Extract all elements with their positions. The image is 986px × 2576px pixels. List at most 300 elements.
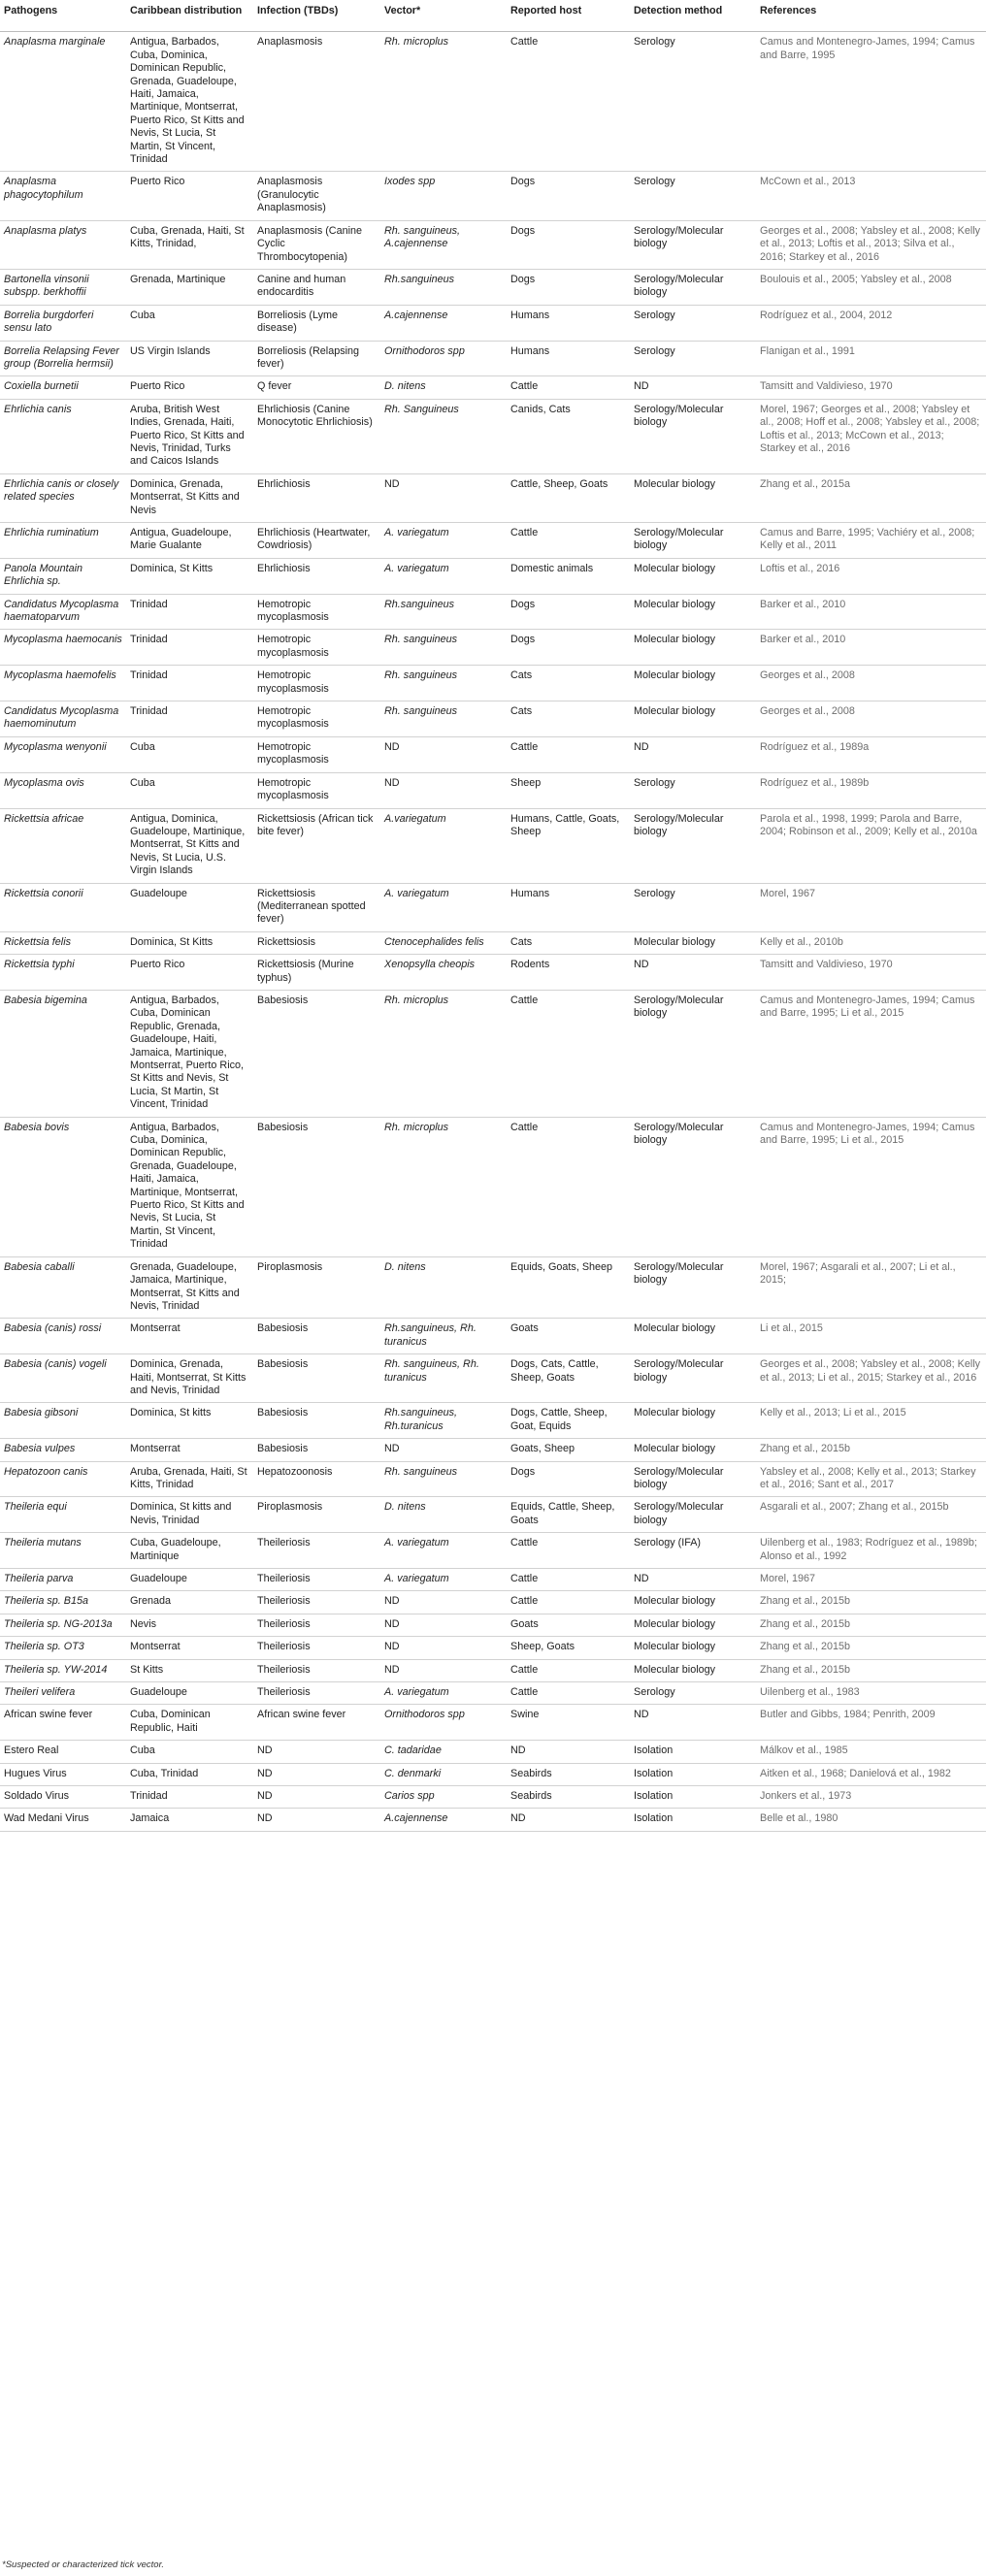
infection-cell: Ehrlichiosis (253, 558, 380, 594)
vector-cell: ND (380, 772, 507, 808)
infection-cell: Piroplasmosis (253, 1256, 380, 1319)
table-row (0, 32, 986, 172)
infection-cell: Hemotropic mycoplasmosis (253, 772, 380, 808)
host-cell: Dogs (507, 594, 630, 630)
detection-cell: Serology/Molecular biology (630, 1256, 756, 1319)
detection-cell: Isolation (630, 1809, 756, 1831)
vector-cell: Rh. sanguineus (380, 630, 507, 666)
detection-cell: Serology/Molecular biology (630, 220, 756, 269)
host-cell: Cattle (507, 1682, 630, 1705)
distribution-cell: Guadeloupe (126, 1682, 253, 1705)
distribution-cell: Antigua, Barbados, Cuba, Dominica, Dominican Republic, Grenada, Guadeloupe, Haiti, Jamaica, Martinique, Montserrat, Puerto Rico, St Kitts and Nevis, St Lucia, St Martin, St Vincent, Trinidad (126, 32, 253, 172)
vector-cell: ND (380, 1637, 507, 1659)
vector-cell: C. tadaridae (380, 1741, 507, 1763)
table-header (0, 0, 986, 32)
distribution-cell: Grenada, Guadeloupe, Jamaica, Martinique, Montserrat, St Kitts and Nevis, Trinidad (126, 1256, 253, 1319)
references-cell: Belle et al., 1980 (756, 1809, 986, 1831)
host-cell: Goats (507, 1614, 630, 1636)
detection-cell: Serology/Molecular biology (630, 399, 756, 473)
host-cell: Sheep (507, 772, 630, 808)
distribution-cell: Grenada, Martinique (126, 269, 253, 305)
detection-cell: Molecular biology (630, 473, 756, 522)
references-cell: Málkov et al., 1985 (756, 1741, 986, 1763)
host-cell: Cattle (507, 1659, 630, 1681)
host-cell: Equids, Goats, Sheep (507, 1256, 630, 1319)
distribution-cell: Dominica, St Kitts (126, 558, 253, 594)
table-row (0, 1705, 986, 1741)
table-row (0, 1763, 986, 1785)
references-cell: Jonkers et al., 1973 (756, 1786, 986, 1809)
pathogen-cell: Soldado Virus (0, 1786, 126, 1809)
pathogen-cell: Panola Mountain Ehrlichia sp. (0, 558, 126, 594)
references-cell: Zhang et al., 2015b (756, 1591, 986, 1614)
host-cell: Cats (507, 701, 630, 737)
infection-cell: Ehrlichiosis (Canine Monocytotic Ehrlichiosis) (253, 399, 380, 473)
header-references: References (756, 0, 986, 32)
table-row (0, 594, 986, 630)
infection-cell: Hemotropic mycoplasmosis (253, 594, 380, 630)
host-cell: Sheep, Goats (507, 1637, 630, 1659)
references-cell: Georges et al., 2008; Yabsley et al., 2008; Kelly et al., 2013; Loftis et al., 2013; Silva et al., 2016; Starkey et al., 2016 (756, 220, 986, 269)
pathogen-cell: Mycoplasma wenyonii (0, 736, 126, 772)
infection-cell: ND (253, 1763, 380, 1785)
vector-cell: A. variegatum (380, 523, 507, 559)
references-cell: Barker et al., 2010 (756, 594, 986, 630)
host-cell: Humans (507, 305, 630, 341)
infection-cell: Anaplasmosis (Canine Cyclic Thrombocytopenia) (253, 220, 380, 269)
references-cell: Morel, 1967 (756, 1569, 986, 1591)
distribution-cell: Antigua, Dominica, Guadeloupe, Martinique, Montserrat, St Kitts and Nevis, St Lucia, U.S. Virgin Islands (126, 808, 253, 883)
pathogen-cell: Theileria parva (0, 1569, 126, 1591)
header-row (0, 0, 986, 32)
header-distribution: Caribbean distribution (126, 0, 253, 32)
detection-cell: Serology/Molecular biology (630, 1497, 756, 1533)
references-cell: Rodríguez et al., 2004, 2012 (756, 305, 986, 341)
host-cell: Humans (507, 883, 630, 931)
references-cell: Flanigan et al., 1991 (756, 341, 986, 376)
vector-cell: Rh.sanguineus, Rh. turanicus (380, 1319, 507, 1354)
distribution-cell: US Virgin Islands (126, 341, 253, 376)
host-cell: Domestic animals (507, 558, 630, 594)
references-cell: Butler and Gibbs, 1984; Penrith, 2009 (756, 1705, 986, 1741)
distribution-cell: Puerto Rico (126, 172, 253, 220)
infection-cell: African swine fever (253, 1705, 380, 1741)
detection-cell: Isolation (630, 1786, 756, 1809)
infection-cell: Rickettsiosis (Murine typhus) (253, 955, 380, 991)
references-cell: Camus and Montenegro-James, 1994; Camus and Barre, 1995 (756, 32, 986, 172)
pathogen-cell: Rickettsia felis (0, 931, 126, 954)
table-row (0, 883, 986, 931)
vector-cell: Ixodes spp (380, 172, 507, 220)
distribution-cell: Cuba (126, 1741, 253, 1763)
pathogen-cell: Ehrlichia ruminatium (0, 523, 126, 559)
pathogen-cell: Babesia caballi (0, 1256, 126, 1319)
table-row (0, 1354, 986, 1403)
references-cell: Zhang et al., 2015b (756, 1614, 986, 1636)
vector-cell: C. denmarki (380, 1763, 507, 1785)
host-cell: Cattle (507, 736, 630, 772)
table-row (0, 772, 986, 808)
host-cell: Canids, Cats (507, 399, 630, 473)
pathogen-cell: Anaplasma phagocytophilum (0, 172, 126, 220)
pathogen-cell: Babesia (canis) rossi (0, 1319, 126, 1354)
vector-cell: Rh. Sanguineus (380, 399, 507, 473)
infection-cell: Babesiosis (253, 1319, 380, 1354)
pathogen-cell: Anaplasma platys (0, 220, 126, 269)
host-cell: Goats (507, 1319, 630, 1354)
vector-cell: Rh.sanguineus (380, 594, 507, 630)
pathogen-cell: Candidatus Mycoplasma haematoparvum (0, 594, 126, 630)
vector-cell: Rh. sanguineus (380, 666, 507, 701)
detection-cell: Serology (630, 772, 756, 808)
distribution-cell: St Kitts (126, 1659, 253, 1681)
header-detection: Detection method (630, 0, 756, 32)
pathogen-cell: Rickettsia typhi (0, 955, 126, 991)
infection-cell: ND (253, 1741, 380, 1763)
table-row (0, 376, 986, 399)
references-cell: Camus and Barre, 1995; Vachiéry et al., 2008; Kelly et al., 2011 (756, 523, 986, 559)
infection-cell: Q fever (253, 376, 380, 399)
distribution-cell: Antigua, Guadeloupe, Marie Gualante (126, 523, 253, 559)
vector-cell: A. variegatum (380, 883, 507, 931)
distribution-cell: Cuba (126, 736, 253, 772)
vector-cell: Ornithodoros spp (380, 341, 507, 376)
table-row (0, 1533, 986, 1569)
pathogen-cell: Mycoplasma haemocanis (0, 630, 126, 666)
vector-cell: D. nitens (380, 376, 507, 399)
vector-cell: Rh. sanguineus, A.cajennense (380, 220, 507, 269)
distribution-cell: Dominica, Grenada, Haiti, Montserrat, St Kitts and Nevis, Trinidad (126, 1354, 253, 1403)
infection-cell: Theileriosis (253, 1637, 380, 1659)
detection-cell: ND (630, 376, 756, 399)
host-cell: Dogs, Cattle, Sheep, Goat, Equids (507, 1403, 630, 1439)
host-cell: Cattle (507, 1533, 630, 1569)
pathogen-cell: Theileria mutans (0, 1533, 126, 1569)
host-cell: Humans (507, 341, 630, 376)
table-row (0, 172, 986, 220)
detection-cell: Serology/Molecular biology (630, 269, 756, 305)
detection-cell: Serology (630, 32, 756, 172)
detection-cell: Serology/Molecular biology (630, 990, 756, 1117)
host-cell: Swine (507, 1705, 630, 1741)
infection-cell: Borreliosis (Lyme disease) (253, 305, 380, 341)
table-row (0, 1682, 986, 1705)
table-body (0, 32, 986, 1831)
table-row (0, 1439, 986, 1461)
infection-cell: Hemotropic mycoplasmosis (253, 630, 380, 666)
references-cell: Kelly et al., 2013; Li et al., 2015 (756, 1403, 986, 1439)
detection-cell: Molecular biology (630, 1591, 756, 1614)
pathogen-cell: Babesia (canis) vogeli (0, 1354, 126, 1403)
host-cell: Humans, Cattle, Goats, Sheep (507, 808, 630, 883)
detection-cell: Molecular biology (630, 666, 756, 701)
infection-cell: Ehrlichiosis (Heartwater, Cowdriosis) (253, 523, 380, 559)
pathogen-cell: Hugues Virus (0, 1763, 126, 1785)
detection-cell: Serology (630, 1682, 756, 1705)
header-vector: Vector* (380, 0, 507, 32)
vector-cell: Rh. microplus (380, 32, 507, 172)
table-row (0, 666, 986, 701)
table-row (0, 1117, 986, 1256)
detection-cell: Serology (630, 305, 756, 341)
infection-cell: Theileriosis (253, 1569, 380, 1591)
table-row (0, 1591, 986, 1614)
infection-cell: ND (253, 1786, 380, 1809)
pathogen-cell: Estero Real (0, 1741, 126, 1763)
vector-cell: Rh. sanguineus (380, 701, 507, 737)
distribution-cell: Puerto Rico (126, 376, 253, 399)
table-row (0, 523, 986, 559)
distribution-cell: Cuba, Trinidad (126, 1763, 253, 1785)
vector-cell: A.cajennense (380, 305, 507, 341)
references-cell: Georges et al., 2008; Yabsley et al., 2008; Kelly et al., 2013; Li et al., 2015; Starkey et al., 2016 (756, 1354, 986, 1403)
infection-cell: Canine and human endocarditis (253, 269, 380, 305)
table-row (0, 931, 986, 954)
distribution-cell: Dominica, Grenada, Montserrat, St Kitts and Nevis (126, 473, 253, 522)
detection-cell: Serology/Molecular biology (630, 808, 756, 883)
table-row (0, 1569, 986, 1591)
detection-cell: Molecular biology (630, 1614, 756, 1636)
table-row (0, 736, 986, 772)
references-cell: Camus and Montenegro-James, 1994; Camus and Barre, 1995; Li et al., 2015 (756, 990, 986, 1117)
host-cell: Cattle, Sheep, Goats (507, 473, 630, 522)
references-cell: Tamsitt and Valdivieso, 1970 (756, 955, 986, 991)
host-cell: Dogs, Cats, Cattle, Sheep, Goats (507, 1354, 630, 1403)
infection-cell: Babesiosis (253, 1117, 380, 1256)
pathogen-cell: Coxiella burnetii (0, 376, 126, 399)
references-cell: Zhang et al., 2015b (756, 1637, 986, 1659)
infection-cell: Ehrlichiosis (253, 473, 380, 522)
pathogen-cell: African swine fever (0, 1705, 126, 1741)
detection-cell: ND (630, 1705, 756, 1741)
host-cell: Seabirds (507, 1786, 630, 1809)
references-cell: Boulouis et al., 2005; Yabsley et al., 2008 (756, 269, 986, 305)
host-cell: Equids, Cattle, Sheep, Goats (507, 1497, 630, 1533)
vector-cell: Rh. microplus (380, 990, 507, 1117)
detection-cell: Serology/Molecular biology (630, 1461, 756, 1497)
references-cell: Rodríguez et al., 1989a (756, 736, 986, 772)
references-cell: Uilenberg et al., 1983; Rodríguez et al., 1989b; Alonso et al., 1992 (756, 1533, 986, 1569)
host-cell: Goats, Sheep (507, 1439, 630, 1461)
table-row (0, 1741, 986, 1763)
table-row (0, 990, 986, 1117)
host-cell: Cattle (507, 1569, 630, 1591)
pathogen-cell: Mycoplasma haemofelis (0, 666, 126, 701)
table-row (0, 1461, 986, 1497)
infection-cell: Theileriosis (253, 1533, 380, 1569)
vector-cell: A. variegatum (380, 558, 507, 594)
table-row (0, 220, 986, 269)
vector-cell: ND (380, 736, 507, 772)
references-cell: McCown et al., 2013 (756, 172, 986, 220)
table-row (0, 1497, 986, 1533)
infection-cell: Hemotropic mycoplasmosis (253, 701, 380, 737)
vector-cell: A. variegatum (380, 1682, 507, 1705)
infection-cell: Piroplasmosis (253, 1497, 380, 1533)
detection-cell: Molecular biology (630, 630, 756, 666)
distribution-cell: Antigua, Barbados, Cuba, Dominica, Dominican Republic, Grenada, Guadeloupe, Haiti, Jamaica, Martinique, Montserrat, Puerto Rico, St Kitts and Nevis, St Lucia, St Martin, St Vincent, Trinidad (126, 1117, 253, 1256)
pathogen-cell: Theileria sp. OT3 (0, 1637, 126, 1659)
detection-cell: Molecular biology (630, 1439, 756, 1461)
references-cell: Morel, 1967; Georges et al., 2008; Yabsley et al., 2008; Hoff et al., 2008; Yabsley et al., 2008; Loftis et al., 2013; McCown et al., 2013; Starkey et al., 2016 (756, 399, 986, 473)
pathogen-cell: Anaplasma marginale (0, 32, 126, 172)
references-cell: Tamsitt and Valdivieso, 1970 (756, 376, 986, 399)
host-cell: Rodents (507, 955, 630, 991)
host-cell: Cattle (507, 990, 630, 1117)
vector-cell: ND (380, 1659, 507, 1681)
host-cell: Dogs (507, 172, 630, 220)
table-row (0, 808, 986, 883)
distribution-cell: Trinidad (126, 630, 253, 666)
pathogen-cell: Ehrlichia canis (0, 399, 126, 473)
pathogen-cell: Candidatus Mycoplasma haemominutum (0, 701, 126, 737)
references-cell: Yabsley et al., 2008; Kelly et al., 2013; Starkey et al., 2016; Sant et al., 2017 (756, 1461, 986, 1497)
vector-cell: Xenopsylla cheopis (380, 955, 507, 991)
references-cell: Asgarali et al., 2007; Zhang et al., 2015b (756, 1497, 986, 1533)
vector-cell: D. nitens (380, 1256, 507, 1319)
detection-cell: Molecular biology (630, 1659, 756, 1681)
distribution-cell: Nevis (126, 1614, 253, 1636)
table-row (0, 701, 986, 737)
infection-cell: Theileriosis (253, 1591, 380, 1614)
table-row (0, 1403, 986, 1439)
detection-cell: Serology (630, 341, 756, 376)
distribution-cell: Montserrat (126, 1439, 253, 1461)
references-cell: Barker et al., 2010 (756, 630, 986, 666)
infection-cell: Borreliosis (Relapsing fever) (253, 341, 380, 376)
detection-cell: Molecular biology (630, 701, 756, 737)
vector-cell: Rh. sanguineus (380, 1461, 507, 1497)
pathogen-cell: Ehrlichia canis or closely related species (0, 473, 126, 522)
distribution-cell: Trinidad (126, 666, 253, 701)
distribution-cell: Dominica, St Kitts (126, 931, 253, 954)
distribution-cell: Jamaica (126, 1809, 253, 1831)
pathogen-cell: Theileri velifera (0, 1682, 126, 1705)
infection-cell: Anaplasmosis (253, 32, 380, 172)
references-cell: Zhang et al., 2015a (756, 473, 986, 522)
pathogen-cell: Rickettsia conorii (0, 883, 126, 931)
distribution-cell: Cuba, Guadeloupe, Martinique (126, 1533, 253, 1569)
table-row (0, 630, 986, 666)
vector-cell: A.cajennense (380, 1809, 507, 1831)
infection-cell: Anaplasmosis (Granulocytic Anaplasmosis) (253, 172, 380, 220)
references-cell: Parola et al., 1998, 1999; Parola and Barre, 2004; Robinson et al., 2009; Kelly et al., 2010a (756, 808, 986, 883)
vector-cell: Rh.sanguineus (380, 269, 507, 305)
detection-cell: Serology (IFA) (630, 1533, 756, 1569)
table-row (0, 1319, 986, 1354)
vector-cell: Carios spp (380, 1786, 507, 1809)
table-row (0, 1256, 986, 1319)
references-cell: Georges et al., 2008 (756, 701, 986, 737)
distribution-cell: Antigua, Barbados, Cuba, Dominican Republic, Grenada, Guadeloupe, Haiti, Jamaica, Martinique, Montserrat, Puerto Rico, St Kitts and Nevis, St Lucia, St Martin, St Vincent, Trinidad (126, 990, 253, 1117)
table-row (0, 1614, 986, 1636)
references-cell: Zhang et al., 2015b (756, 1439, 986, 1461)
pathogen-cell: Babesia bigemina (0, 990, 126, 1117)
host-cell: Dogs (507, 220, 630, 269)
host-cell: Cattle (507, 1591, 630, 1614)
distribution-cell: Cuba, Grenada, Haiti, St Kitts, Trinidad, (126, 220, 253, 269)
distribution-cell: Trinidad (126, 701, 253, 737)
vector-cell: ND (380, 473, 507, 522)
infection-cell: Hemotropic mycoplasmosis (253, 736, 380, 772)
infection-cell: Rickettsiosis (African tick bite fever) (253, 808, 380, 883)
detection-cell: Serology (630, 883, 756, 931)
vector-cell: Rh.sanguineus, Rh.turanicus (380, 1403, 507, 1439)
vector-cell: Ctenocephalides felis (380, 931, 507, 954)
vector-cell: A.variegatum (380, 808, 507, 883)
pathogen-cell: Theileria sp. B15a (0, 1591, 126, 1614)
vector-cell: A. variegatum (380, 1569, 507, 1591)
references-cell: Rodríguez et al., 1989b (756, 772, 986, 808)
vector-cell: ND (380, 1591, 507, 1614)
infection-cell: ND (253, 1809, 380, 1831)
infection-cell: Hepatozoonosis (253, 1461, 380, 1497)
vector-cell: ND (380, 1439, 507, 1461)
infection-cell: Rickettsiosis (253, 931, 380, 954)
detection-cell: Serology/Molecular biology (630, 523, 756, 559)
table-row (0, 305, 986, 341)
references-cell: Uilenberg et al., 1983 (756, 1682, 986, 1705)
vector-cell: Ornithodoros spp (380, 1705, 507, 1741)
pathogen-cell: Theileria equi (0, 1497, 126, 1533)
detection-cell: Isolation (630, 1763, 756, 1785)
distribution-cell: Aruba, British West Indies, Grenada, Haiti, Puerto Rico, St Kitts and Nevis, Trinidad, Turks and Caicos Islands (126, 399, 253, 473)
table-row (0, 399, 986, 473)
table-footnote: *Suspected or characterized tick vector. (2, 2560, 165, 2570)
infection-cell: Babesiosis (253, 1354, 380, 1403)
distribution-cell: Cuba, Dominican Republic, Haiti (126, 1705, 253, 1741)
vector-cell: ND (380, 1614, 507, 1636)
pathogen-cell: Borrelia burgdorferi sensu lato (0, 305, 126, 341)
infection-cell: Babesiosis (253, 990, 380, 1117)
header-host: Reported host (507, 0, 630, 32)
detection-cell: Isolation (630, 1741, 756, 1763)
table-row (0, 1637, 986, 1659)
distribution-cell: Trinidad (126, 1786, 253, 1809)
host-cell: Dogs (507, 269, 630, 305)
detection-cell: Molecular biology (630, 558, 756, 594)
host-cell: Cats (507, 931, 630, 954)
table-row (0, 473, 986, 522)
table-row (0, 1659, 986, 1681)
vector-cell: D. nitens (380, 1497, 507, 1533)
detection-cell: Molecular biology (630, 1319, 756, 1354)
detection-cell: Molecular biology (630, 1637, 756, 1659)
distribution-cell: Aruba, Grenada, Haiti, St Kitts, Trinidad (126, 1461, 253, 1497)
host-cell: Cattle (507, 376, 630, 399)
detection-cell: Serology/Molecular biology (630, 1117, 756, 1256)
pathogen-cell: Bartonella vinsonii subspp. berkhoffii (0, 269, 126, 305)
pathogen-cell: Wad Medani Virus (0, 1809, 126, 1831)
distribution-cell: Puerto Rico (126, 955, 253, 991)
references-cell: Georges et al., 2008 (756, 666, 986, 701)
references-cell: Loftis et al., 2016 (756, 558, 986, 594)
vector-cell: A. variegatum (380, 1533, 507, 1569)
pathogen-cell: Borrelia Relapsing Fever group (Borrelia hermsii) (0, 341, 126, 376)
pathogen-cell: Rickettsia africae (0, 808, 126, 883)
table-row (0, 269, 986, 305)
host-cell: Cats (507, 666, 630, 701)
table-row (0, 341, 986, 376)
detection-cell: Molecular biology (630, 1403, 756, 1439)
table-row (0, 1809, 986, 1831)
distribution-cell: Montserrat (126, 1319, 253, 1354)
pathogen-cell: Babesia gibsoni (0, 1403, 126, 1439)
host-cell: ND (507, 1809, 630, 1831)
distribution-cell: Guadeloupe (126, 883, 253, 931)
host-cell: Dogs (507, 630, 630, 666)
detection-cell: Serology (630, 172, 756, 220)
